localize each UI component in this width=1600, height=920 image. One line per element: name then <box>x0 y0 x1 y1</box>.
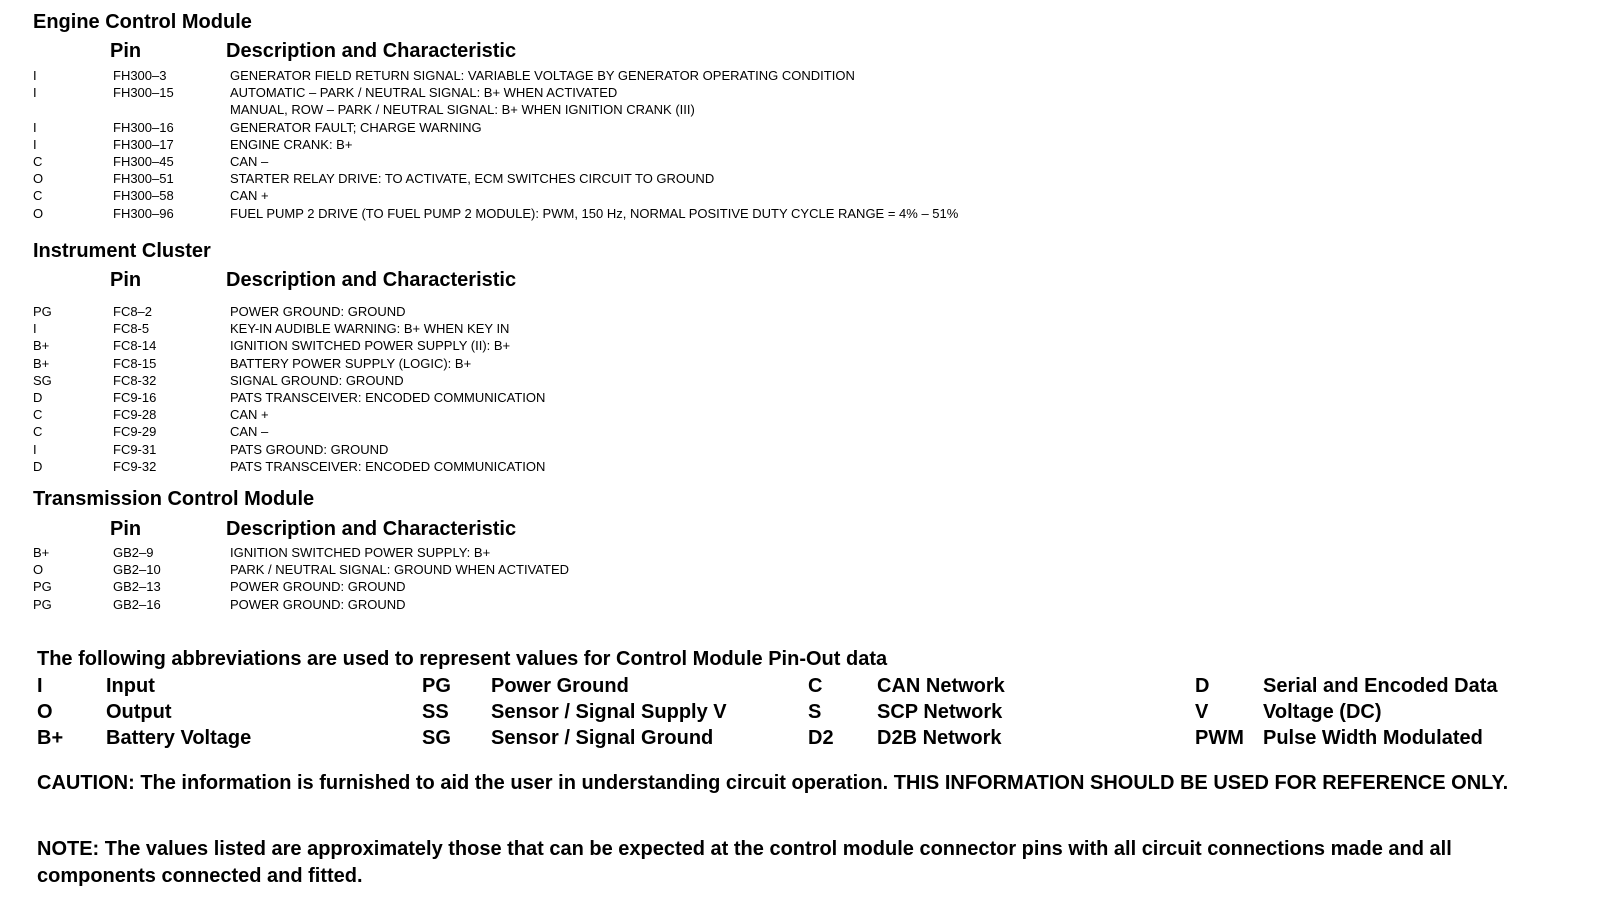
pin-type: PG <box>33 596 52 612</box>
abbreviation-meaning: Sensor / Signal Supply V <box>491 701 727 723</box>
pin-id: FH300–58 <box>113 188 174 204</box>
pin-id: GB2–10 <box>113 562 161 578</box>
pin-description: PARK / NEUTRAL SIGNAL: GROUND WHEN ACTIVATED <box>230 562 570 578</box>
abbreviation-code: D <box>1195 675 1210 697</box>
pin-type: D <box>33 458 43 474</box>
abbreviation-meaning: Output <box>106 701 172 723</box>
pin-description: FUEL PUMP 2 DRIVE (TO FUEL PUMP 2 MODULE): PWM, 150 Hz, NORMAL POSITIVE DUTY CYCLE RANGE = 4% – 51% <box>230 205 959 221</box>
pin-type: O <box>33 171 44 187</box>
pin-type: D <box>33 390 43 405</box>
pin-description: ENGINE CRANK: B+ <box>230 136 353 152</box>
pin-type: I <box>33 441 37 457</box>
abbreviation-meaning: Battery Voltage <box>106 727 252 749</box>
pin-description: PATS GROUND: GROUND <box>230 441 389 457</box>
pin-id: GB2–13 <box>113 579 161 595</box>
pin-type: I <box>33 85 37 101</box>
pin-type: B+ <box>33 338 50 354</box>
pin-description: POWER GROUND: GROUND <box>230 596 406 612</box>
pin-type: C <box>33 188 43 204</box>
description-column-header: Description and Characteristic <box>226 40 517 62</box>
pin-type: PG <box>33 579 52 595</box>
note-text: NOTE: The values listed are approximately those that can be expected at the control module connector pins with all circuit connections made and all components connected and fitted. <box>37 838 1452 887</box>
pin-description: GENERATOR FAULT; CHARGE WARNING <box>230 119 482 135</box>
abbreviation-code: PG <box>422 675 451 697</box>
pin-id: FH300–51 <box>113 171 174 187</box>
abbreviation-meaning: Pulse Width Modulated <box>1263 727 1483 749</box>
abbreviation-code: I <box>37 675 43 697</box>
abbreviation-meaning: Voltage (DC) <box>1263 701 1382 723</box>
section-title: Engine Control Module <box>33 11 252 33</box>
pin-id: FC9-16 <box>113 390 157 405</box>
pin-description: PATS TRANSCEIVER: ENCODED COMMUNICATION <box>230 458 546 474</box>
pin-id: FC9-32 <box>113 458 157 474</box>
pin-description: CAN – <box>230 154 269 169</box>
pin-description: CAN – <box>230 424 269 440</box>
pin-id: FH300–16 <box>113 119 174 135</box>
pin-id: FC9-28 <box>113 407 157 423</box>
pin-type: O <box>33 205 44 221</box>
pin-id: FC9-31 <box>113 441 157 457</box>
caution-text: CAUTION: The information is furnished to aid the user in understanding circuit operation. THIS INFORMATION SHOULD BE USED FOR REFERENCE ONLY. <box>37 772 1509 794</box>
pin-type: C <box>33 424 43 440</box>
pin-type: O <box>33 562 44 578</box>
abbreviation-code: C <box>808 675 823 697</box>
abbreviation-meaning: D2B Network <box>877 727 1002 749</box>
pin-type: PG <box>33 304 52 319</box>
pin-description: SIGNAL GROUND: GROUND <box>230 372 404 388</box>
abbreviation-meaning: Serial and Encoded Data <box>1263 675 1498 697</box>
pin-column-header: Pin <box>110 518 142 540</box>
pin-id: GB2–16 <box>113 596 161 612</box>
abbreviation-code: PWM <box>1195 727 1244 749</box>
pin-description: MANUAL, ROW – PARK / NEUTRAL SIGNAL: B+ WHEN IGNITION CRANK (III) <box>230 102 695 118</box>
abbreviation-code: V <box>1195 701 1209 723</box>
abbreviation-meaning: Sensor / Signal Ground <box>491 727 714 749</box>
section-title: Transmission Control Module <box>33 488 315 510</box>
pin-description: IGNITION SWITCHED POWER SUPPLY (II): B+ <box>230 338 511 354</box>
pin-id: FC8-14 <box>113 338 157 354</box>
abbreviation-code: SG <box>422 727 451 749</box>
pin-description: AUTOMATIC – PARK / NEUTRAL SIGNAL: B+ WHEN ACTIVATED <box>230 85 618 101</box>
pin-type: C <box>33 407 43 423</box>
pin-type: B+ <box>33 355 50 371</box>
description-column-header: Description and Characteristic <box>226 518 517 540</box>
pin-id: FC8-32 <box>113 372 157 388</box>
pin-description: STARTER RELAY DRIVE: TO ACTIVATE, ECM SWITCHES CIRCUIT TO GROUND <box>230 171 715 187</box>
abbreviation-code: B+ <box>37 727 64 749</box>
pin-description: KEY-IN AUDIBLE WARNING: B+ WHEN KEY IN <box>230 321 510 337</box>
pin-description: GENERATOR FIELD RETURN SIGNAL: VARIABLE VOLTAGE BY GENERATOR OPERATING CONDITION <box>230 68 855 83</box>
pin-type: I <box>33 68 37 83</box>
pin-type: I <box>33 136 37 152</box>
pin-id: FC9-29 <box>113 424 157 440</box>
section-title: Instrument Cluster <box>33 240 211 262</box>
abbreviations-intro: The following abbreviations are used to represent values for Control Module Pin-Out data <box>37 648 888 670</box>
pin-type: I <box>33 119 37 135</box>
pin-id: FC8-15 <box>113 355 157 371</box>
abbreviation-code: D2 <box>808 727 834 749</box>
abbreviation-code: O <box>37 701 53 723</box>
abbreviation-meaning: CAN Network <box>877 675 1005 697</box>
pin-id: FH300–96 <box>113 205 174 221</box>
abbreviation-code: SS <box>422 701 449 723</box>
pin-description: BATTERY POWER SUPPLY (LOGIC): B+ <box>230 355 472 371</box>
description-column-header: Description and Characteristic <box>226 269 517 291</box>
pin-column-header: Pin <box>110 269 142 291</box>
abbreviation-meaning: SCP Network <box>877 701 1003 723</box>
pin-id: FH300–17 <box>113 136 174 152</box>
pin-description: PATS TRANSCEIVER: ENCODED COMMUNICATION <box>230 390 546 405</box>
pin-type: I <box>33 321 37 337</box>
pin-description: POWER GROUND: GROUND <box>230 579 406 595</box>
pin-type: SG <box>33 372 52 388</box>
pin-description: IGNITION SWITCHED POWER SUPPLY: B+ <box>230 545 491 560</box>
pin-id: FC8–2 <box>113 304 153 319</box>
pin-type: C <box>33 154 43 169</box>
pin-description: CAN + <box>230 188 269 204</box>
abbreviation-meaning: Power Ground <box>491 675 629 697</box>
abbreviation-code: S <box>808 701 822 723</box>
pin-id: FH300–3 <box>113 68 167 83</box>
pin-id: FC8-5 <box>113 321 150 337</box>
pin-id: FH300–45 <box>113 154 174 169</box>
pin-column-header: Pin <box>110 40 142 62</box>
pin-id: FH300–15 <box>113 85 174 101</box>
pin-description: CAN + <box>230 407 269 423</box>
pin-description: POWER GROUND: GROUND <box>230 304 406 319</box>
abbreviation-meaning: Input <box>106 675 155 697</box>
pin-id: GB2–9 <box>113 545 154 560</box>
pin-type: B+ <box>33 545 50 560</box>
